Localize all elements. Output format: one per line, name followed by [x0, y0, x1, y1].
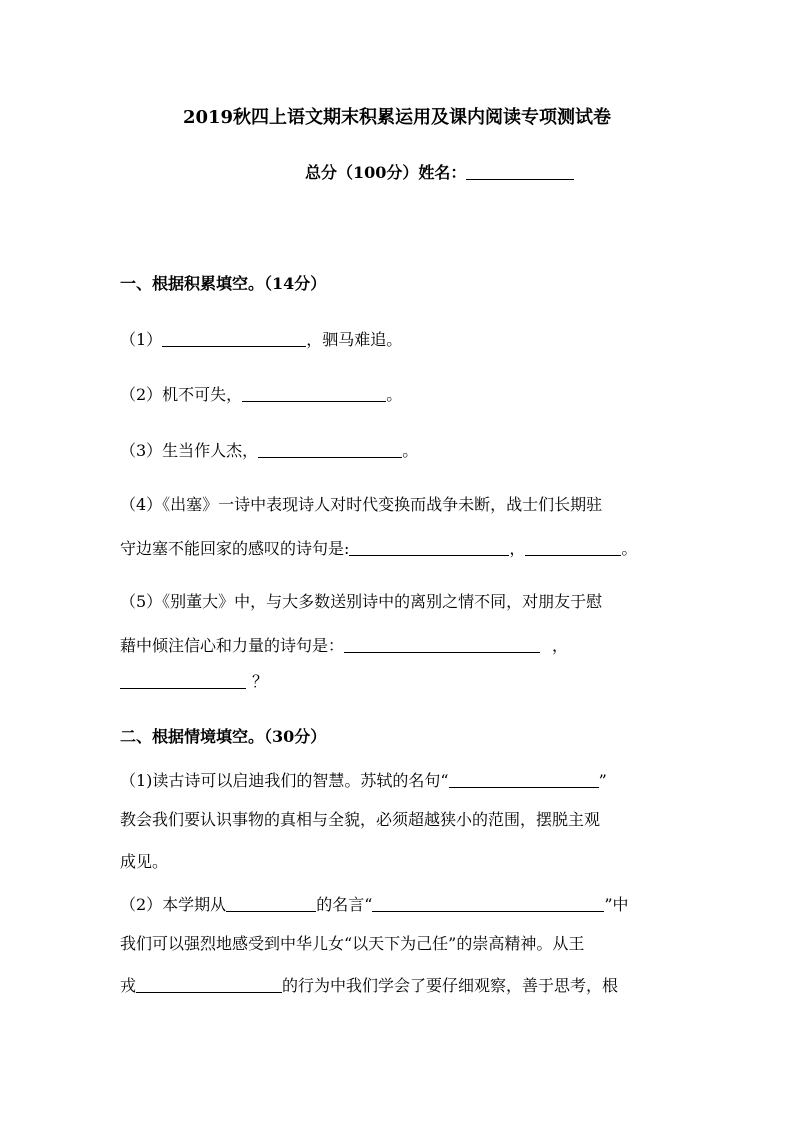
- s1-q4-blank-1[interactable]: [349, 539, 509, 556]
- s2-q1-blank[interactable]: [449, 771, 599, 788]
- s2-q1-line3: 成见。: [120, 852, 169, 871]
- s2-q1-quote-close: ”: [598, 771, 607, 790]
- s2-q1-prefix: （1)读古诗可以启迪我们的智慧。苏轼的名句“: [120, 771, 449, 790]
- s2-q2-line1: [120, 893, 629, 917]
- s2-q2-prefix: （2）本学期从: [120, 895, 227, 914]
- s1-q5-suffix: ？: [252, 672, 269, 691]
- s1-q3-blank[interactable]: [258, 441, 402, 458]
- s2-q2-blank-2[interactable]: [372, 895, 604, 912]
- s2-q2-mid: 的名言“: [316, 895, 373, 914]
- s1-q5-comma: ，: [552, 636, 569, 655]
- s1-q3: [120, 439, 418, 463]
- s1-q3-prefix: （3）生当作人杰，: [120, 441, 259, 460]
- s1-q5-line2: [120, 634, 568, 658]
- s1-q2: [120, 383, 402, 407]
- s1-q4-suffix: 。: [621, 539, 638, 558]
- s2-q1-line2: 教会我们要认识事物的真相与全貌，必须超越狭小的范围，摆脱主观: [120, 810, 601, 829]
- s1-q5-line1: （5）《别董大》中，与大多数送别诗中的离别之情不同，对朋友于慰: [120, 592, 603, 611]
- s1-q2-blank[interactable]: [242, 385, 386, 402]
- s1-q5-line3: [120, 670, 268, 694]
- s1-q4-prefix: 守边塞不能回家的感叹的诗句是:: [120, 539, 350, 558]
- name-blank[interactable]: [466, 163, 574, 180]
- s1-q4-blank-2[interactable]: [525, 539, 621, 556]
- s2-q2-suffix: ”中: [604, 895, 629, 914]
- section2-heading: 二、根据情境填空。（30分）: [120, 727, 327, 746]
- exam-title: 2019秋四上语文期末积累运用及课内阅读专项测试卷: [182, 107, 612, 128]
- score-line: [305, 160, 574, 183]
- s1-q1-prefix: （1）: [120, 330, 163, 349]
- s2-q2-line3-prefix: 戎: [120, 976, 137, 995]
- s2-q2-line2: 我们可以强烈地感受到中华儿女“以天下为己任”的崇高精神。从王: [120, 934, 585, 953]
- s1-q5-blank-2[interactable]: [120, 672, 246, 689]
- s2-q2-line3: [120, 974, 618, 998]
- s1-q4-line2: [120, 537, 637, 561]
- s1-q5-blank-1[interactable]: [344, 636, 540, 653]
- s1-q2-suffix: 。: [386, 385, 403, 404]
- s1-q1-blank[interactable]: [162, 330, 306, 347]
- s1-q2-prefix: （2）机不可失，: [120, 385, 243, 404]
- section1-heading: 一、根据积累填空。（14分）: [120, 274, 327, 293]
- s1-q1-suffix: ，驷马难追。: [306, 330, 403, 349]
- s2-q2-blank-3[interactable]: [136, 976, 282, 993]
- score-label: 总分（100分）姓名：: [305, 163, 467, 182]
- s1-q3-suffix: 。: [402, 441, 419, 460]
- s2-q2-line3-suffix: 的行为中我们学会了要仔细观察，善于思考，根: [282, 976, 619, 995]
- s1-q1: [120, 328, 402, 352]
- s2-q2-blank-1[interactable]: [226, 895, 316, 912]
- s1-q4-comma: ，: [509, 539, 526, 558]
- s2-q1-line1: [120, 769, 607, 793]
- s1-q5-prefix: 藉中倾注信心和力量的诗句是：: [120, 636, 345, 655]
- s1-q4-line1: （4）《出塞》一诗中表现诗人对时代变换而战争未断，战士们长期驻: [120, 495, 603, 514]
